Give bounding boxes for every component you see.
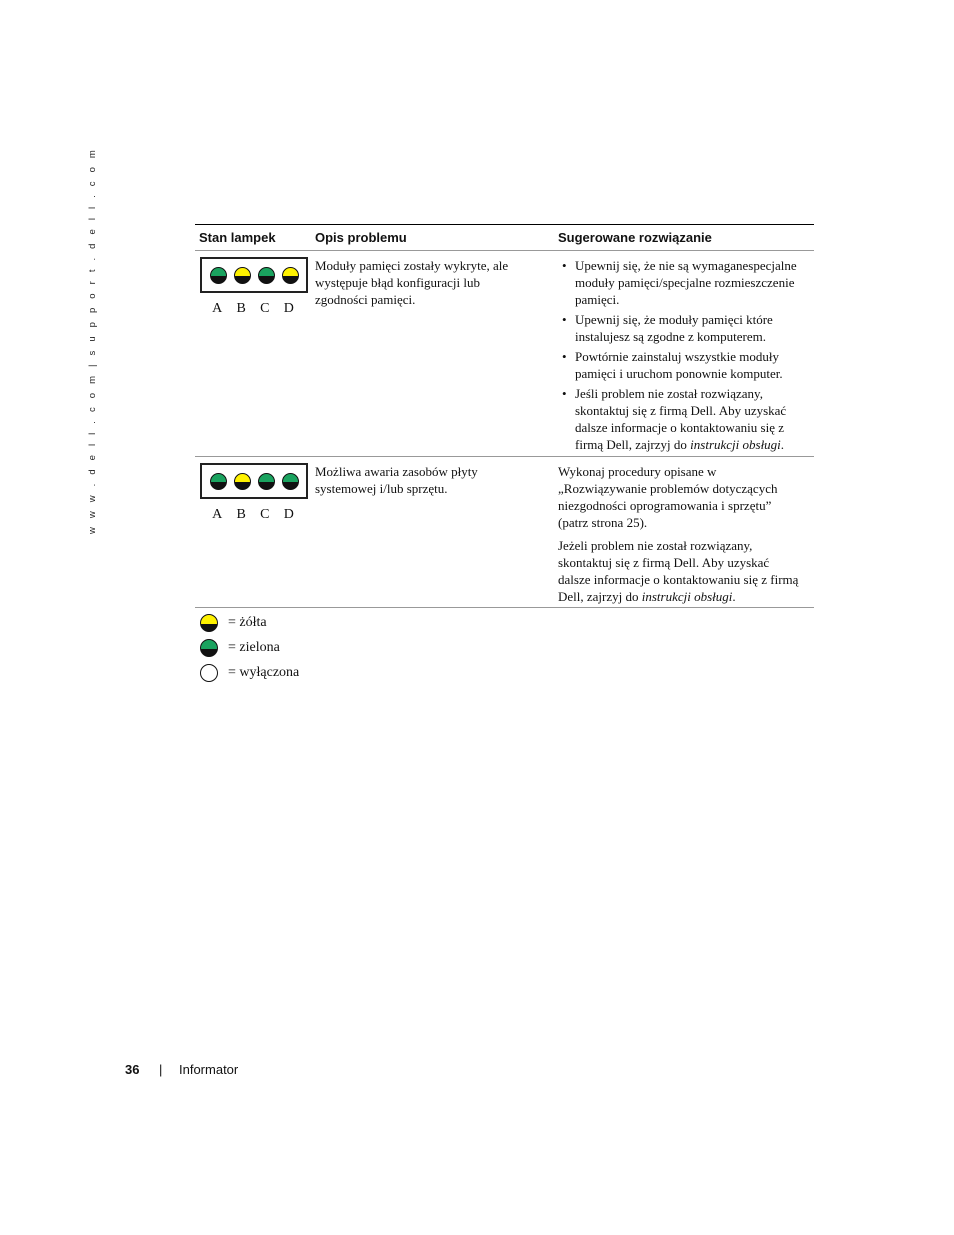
solution-item: • Upewnij się, że nie są wymaganespecjalne moduły pamięci/specjalne rozmieszczenie pamięci.	[558, 257, 814, 308]
legend-label: = wyłączona	[228, 664, 300, 680]
legend-label: = żółta	[228, 614, 267, 630]
solution-item: • Jeśli problem nie został rozwiązany, skontaktuj się z firmą Dell. Aby uzyskać dalsze informacje o kontaktowaniu się z firmą Dell, zajrzyj do instrukcji obsługi.	[558, 385, 814, 453]
solution-paragraph: Jeżeli problem nie został rozwiązany, skontaktuj się z firmą Dell. Aby uzyskać dalsze informacje o kontaktowaniu się z firmą Dell, zajrzyj do instrukcji obsługi.	[558, 538, 799, 604]
light-b-icon	[234, 473, 251, 490]
letter-c: C	[260, 301, 270, 316]
table-row	[195, 250, 814, 456]
legend-item	[200, 635, 299, 660]
green-light-icon	[200, 639, 218, 657]
letter-b: B	[236, 301, 246, 316]
yellow-light-icon	[200, 614, 218, 632]
light-c-icon	[258, 267, 275, 284]
letter-a: A	[212, 301, 223, 316]
light-d-icon	[282, 267, 299, 284]
off-light-icon	[200, 664, 218, 682]
solution-paragraph: Wykonaj procedury opisane w „Rozwiązywanie problemów dotyczących niezgodności oprogramowania i sprzętu” (patrz strona 25).	[558, 464, 778, 530]
legend-label: = zielona	[228, 639, 280, 655]
letter-b: B	[236, 507, 246, 522]
header-description: Opis problemu	[315, 230, 407, 245]
legend	[200, 610, 299, 685]
light-a-icon	[210, 267, 227, 284]
light-letters	[199, 301, 307, 317]
row-description: Moduły pamięci zostały wykryte, ale występuje błąd konfiguracji lub zgodności pamięci.	[315, 258, 509, 307]
legend-item	[200, 660, 299, 685]
light-letters	[199, 507, 307, 523]
row-solution	[558, 257, 814, 456]
letter-c: C	[260, 507, 270, 522]
light-a-icon	[210, 473, 227, 490]
light-d-icon	[282, 473, 299, 490]
diagnostic-lights-table	[195, 224, 814, 608]
solution-item: • Powtórnie zainstaluj wszystkie moduły pamięci i uruchom ponownie komputer.	[558, 348, 814, 382]
footer-title: Informator	[179, 1062, 239, 1077]
solution-item: • Upewnij się, że moduły pamięci które instalujesz są zgodne z komputerem.	[558, 311, 814, 345]
header-solution: Sugerowane rozwiązanie	[558, 230, 712, 245]
light-b-icon	[234, 267, 251, 284]
header-lights: Stan lampek	[199, 230, 276, 245]
row-solution	[558, 463, 814, 607]
lights-panel	[200, 463, 308, 499]
letter-d: D	[283, 301, 294, 316]
row-description: Możliwa awaria zasobów płyty systemowej i/lub sprzętu.	[315, 464, 478, 496]
letter-d: D	[283, 507, 294, 522]
footer-separator: |	[159, 1062, 163, 1077]
manual-reference: instrukcji obsługi	[641, 589, 733, 604]
side-url	[84, 146, 102, 534]
legend-item	[200, 610, 299, 635]
manual-reference: instrukcji obsługi	[690, 437, 781, 452]
side-url-text: w w w . d e l l . c o m | s u p p o r t . d e l l . c o m	[87, 146, 99, 534]
table-header	[195, 225, 814, 250]
page-footer	[125, 1062, 238, 1077]
page-number: 36	[125, 1062, 140, 1077]
light-c-icon	[258, 473, 275, 490]
letter-a: A	[212, 507, 223, 522]
lights-panel	[200, 257, 308, 293]
table-row	[195, 456, 814, 607]
